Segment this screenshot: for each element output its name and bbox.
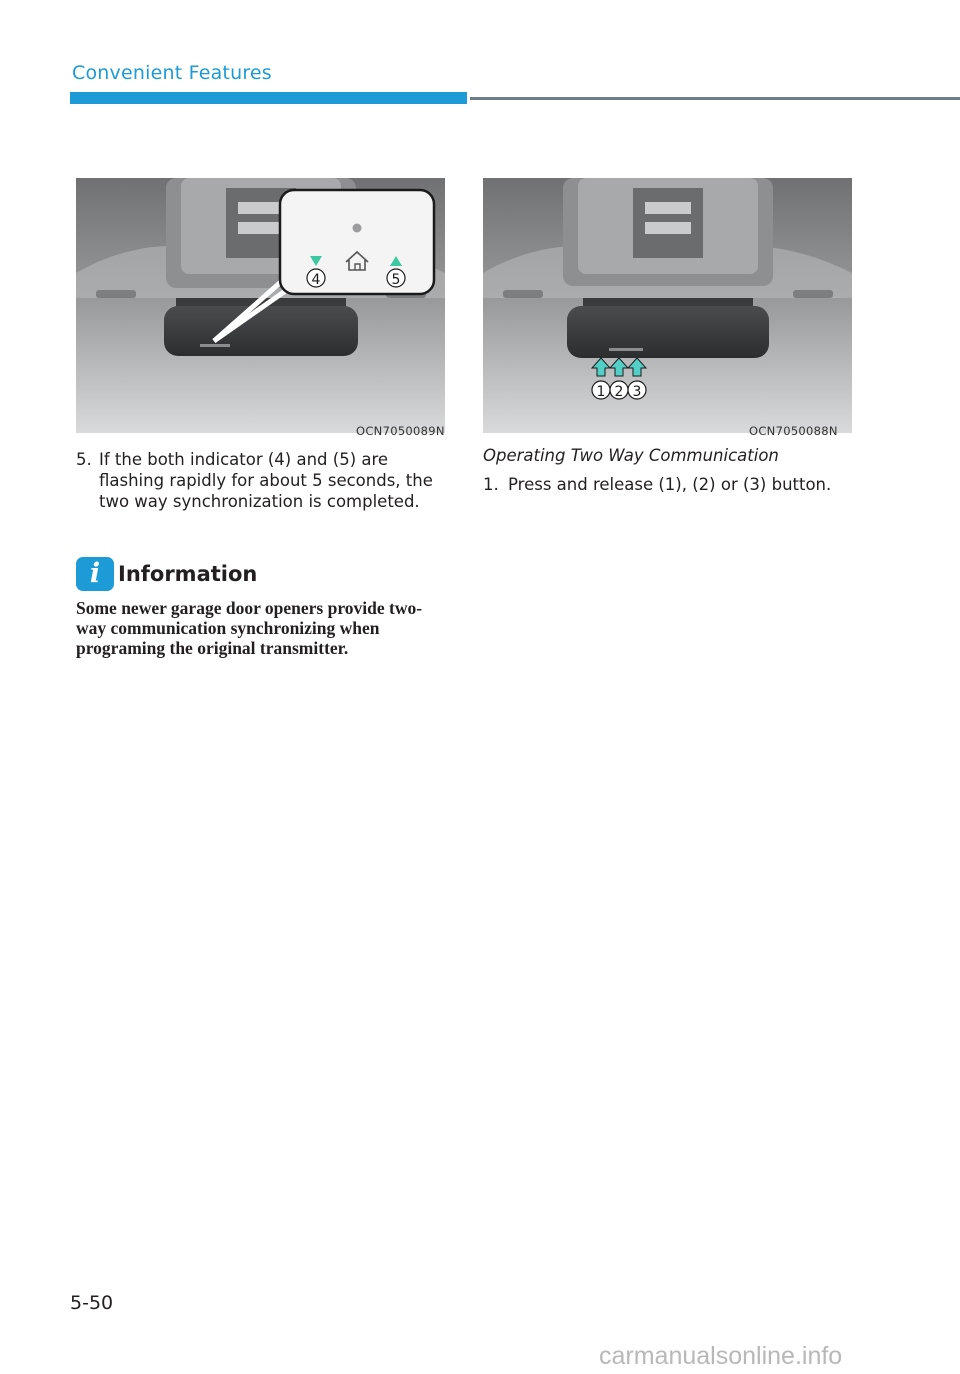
callout-3: 3 — [632, 384, 642, 400]
callout-5: 5 — [391, 272, 401, 288]
section-title: Convenient Features — [72, 62, 272, 84]
figure-mirror-buttons — [483, 178, 852, 433]
figure-mirror-indicators — [76, 178, 445, 433]
step-text: If the both indicator (4) and (5) are flashing rapidly for about 5 seconds, the two way synchronization is completed. — [99, 450, 433, 511]
figure-code: OCN7050088N — [749, 424, 838, 438]
subheading: Operating Two Way Communication — [483, 446, 779, 465]
step-text: Press and release (1), (2) or (3) button. — [508, 475, 832, 494]
step-number: 5. — [76, 450, 92, 469]
callout-2: 2 — [614, 384, 624, 400]
callout-4: 4 — [311, 272, 321, 288]
figure-code: OCN7050089N — [356, 424, 445, 438]
info-body: Some newer garage door openers provide two-way communication synchronizing when programing the original transmitter. — [76, 598, 423, 658]
callout-1: 1 — [596, 384, 606, 400]
page-number: 5-50 — [70, 1292, 114, 1314]
button-arrows — [592, 358, 646, 376]
step-number: 1. — [483, 475, 499, 494]
info-icon: i — [76, 557, 114, 591]
header-rule — [470, 97, 960, 100]
watermark: carmanualsonline.info — [599, 1342, 843, 1370]
header-rule-accent — [70, 92, 467, 104]
info-title: Information — [118, 562, 258, 586]
